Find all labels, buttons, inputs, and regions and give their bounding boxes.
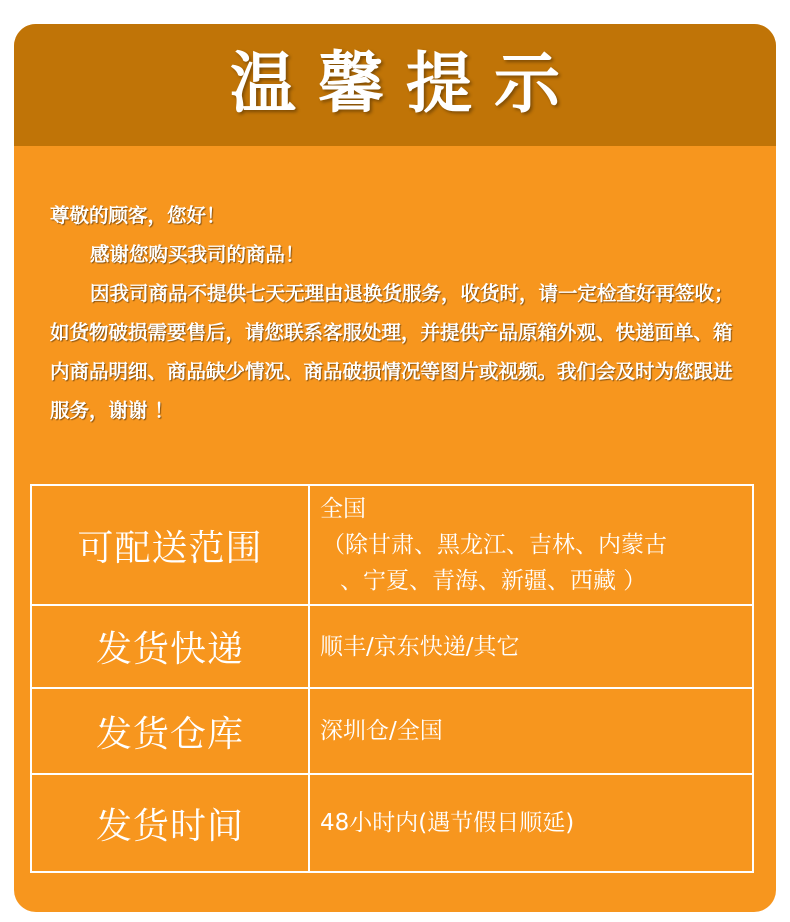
shipping-info-table xyxy=(30,484,754,873)
ship-time-value: 48小时内(遇节假日顺延) xyxy=(309,774,753,872)
table-row xyxy=(31,774,753,872)
courier-label: 发货快递 xyxy=(31,605,309,688)
delivery-scope-value xyxy=(309,485,753,605)
table-row xyxy=(31,605,753,688)
warehouse-label: 发货仓库 xyxy=(31,688,309,774)
delivery-scope-label: 可配送范围 xyxy=(31,485,309,605)
delivery-scope-line: （除甘肃、黑龙江、吉林、内蒙古 xyxy=(322,532,667,558)
delivery-scope-line: 全国 xyxy=(320,496,366,522)
notice-greeting: 尊敬的顾客，您好！ xyxy=(50,204,226,227)
notice-thanks: 感谢您购买我司的商品！ xyxy=(90,243,305,266)
header-banner xyxy=(14,24,776,146)
courier-value: 顺丰/京东快递/其它 xyxy=(309,605,753,688)
notice-text xyxy=(50,196,750,430)
delivery-scope-line: 、宁夏、青海、新疆、西藏 ） xyxy=(340,568,647,594)
warehouse-value: 深圳仓/全国 xyxy=(309,688,753,774)
notice-body: 因我司商品不提供七天无理由退换货服务，收货时，请一定检查好再签收；如货物破损需要售后，请您联系客服处理，并提供产品原箱外观、快递面单、箱内商品明细、商品缺少情况、商品破损情况等图片或视频。我们会及时为您跟进服务，谢谢 ！ xyxy=(50,282,734,422)
table-row xyxy=(31,688,753,774)
ship-time-label: 发货时间 xyxy=(31,774,309,872)
notice-card xyxy=(14,24,776,912)
page-title: 温馨提示 xyxy=(230,45,582,122)
table-row xyxy=(31,485,753,605)
